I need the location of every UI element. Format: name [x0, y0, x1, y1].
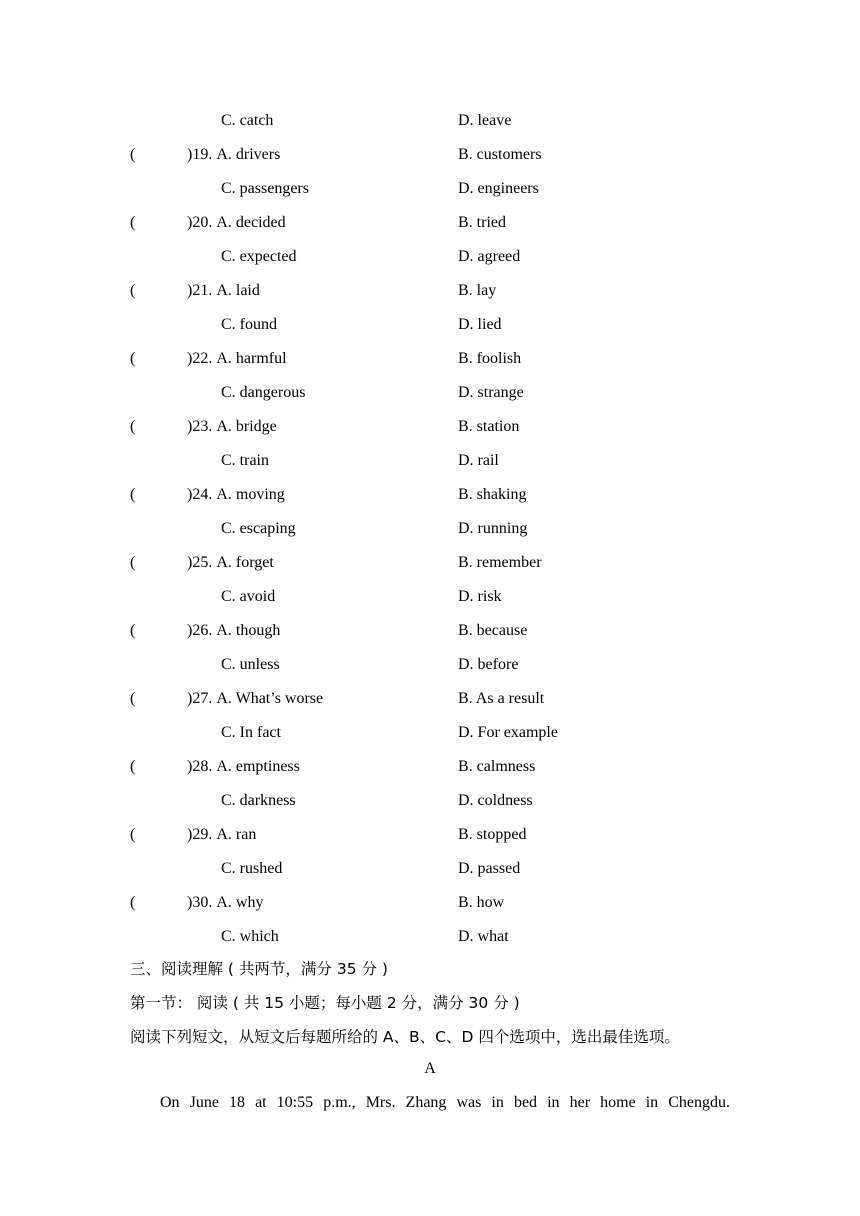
option-a: A. harmful	[216, 350, 287, 367]
option-b: B. customers	[458, 146, 542, 163]
option-d: D. rail	[458, 452, 499, 469]
answer-blank-open: (	[130, 894, 136, 911]
passage-label: A	[424, 1060, 436, 1077]
option-c: C. passengers	[221, 180, 309, 197]
answer-blank-open: (	[130, 418, 136, 435]
option-c: C. darkness	[221, 792, 296, 809]
answer-blank-open: (	[130, 350, 136, 367]
option-b: B. remember	[458, 554, 542, 571]
option-c: C. unless	[221, 656, 280, 673]
question-21	[0, 280, 860, 302]
question-27	[0, 688, 860, 710]
option-c: C. found	[221, 316, 277, 333]
question-24-cd	[0, 518, 860, 540]
subsection-title: 第一节： 阅读 ( 共 15 小题；每小题 2 分，满分 30 分 )	[130, 994, 520, 1012]
question-22-cd	[0, 382, 860, 404]
question-27-cd	[0, 722, 860, 744]
option-a: A. though	[216, 622, 281, 639]
question-28-cd	[0, 790, 860, 812]
option-a: A. emptiness	[216, 758, 300, 775]
answer-blank-open: (	[130, 690, 136, 707]
option-b: B. station	[458, 418, 520, 435]
question-number: )19.	[187, 146, 213, 163]
subsection-heading-row	[0, 992, 860, 1014]
question-number: )24.	[187, 486, 213, 503]
answer-blank-open: (	[130, 554, 136, 571]
section-heading-row	[0, 958, 860, 980]
option-a: A. What’s worse	[216, 690, 324, 707]
option-d: D. running	[458, 520, 528, 537]
question-number: )26.	[187, 622, 213, 639]
option-b: B. tried	[458, 214, 506, 231]
question-23	[0, 416, 860, 438]
option-c: C. expected	[221, 248, 297, 265]
answer-blank-open: (	[130, 758, 136, 775]
question-28	[0, 756, 860, 778]
option-d: D. passed	[458, 860, 521, 877]
option-c: C. escaping	[221, 520, 296, 537]
question-number: )25.	[187, 554, 213, 571]
option-d: D. leave	[458, 112, 512, 129]
option-d: D. agreed	[458, 248, 521, 265]
option-d: D. what	[458, 928, 509, 945]
question-19-cd	[0, 178, 860, 200]
option-a: A. ran	[216, 826, 257, 843]
option-b: B. foolish	[458, 350, 522, 367]
question-number: )23.	[187, 418, 213, 435]
answer-blank-open: (	[130, 214, 136, 231]
option-a: A. moving	[216, 486, 285, 503]
question-number: )21.	[187, 282, 213, 299]
option-a: A. laid	[216, 282, 260, 299]
question-29	[0, 824, 860, 846]
option-b: B. how	[458, 894, 505, 911]
option-d: D. engineers	[458, 180, 539, 197]
passage-row	[0, 1092, 860, 1114]
option-d: D. before	[458, 656, 519, 673]
question-26	[0, 620, 860, 642]
option-a: A. why	[216, 894, 264, 911]
question-25	[0, 552, 860, 574]
option-b: B. shaking	[458, 486, 527, 503]
option-d: D. lied	[458, 316, 502, 333]
answer-blank-open: (	[130, 826, 136, 843]
passage-label-row	[0, 1058, 860, 1080]
option-c: C. In fact	[221, 724, 281, 741]
question-18-continuation	[0, 110, 860, 132]
option-c: C. train	[221, 452, 269, 469]
option-b: B. because	[458, 622, 528, 639]
question-25-cd	[0, 586, 860, 608]
option-c: C. which	[221, 928, 279, 945]
option-a: A. forget	[216, 554, 274, 571]
question-20-cd	[0, 246, 860, 268]
question-number: )22.	[187, 350, 213, 367]
question-number: )27.	[187, 690, 213, 707]
question-23-cd	[0, 450, 860, 472]
option-d: D. strange	[458, 384, 524, 401]
answer-blank-open: (	[130, 146, 136, 163]
option-b: B. stopped	[458, 826, 527, 843]
question-30	[0, 892, 860, 914]
option-c: C. dangerous	[221, 384, 306, 401]
option-a: A. decided	[216, 214, 286, 231]
option-c: C. avoid	[221, 588, 276, 605]
section-title: 三、阅读理解 ( 共两节，满分 35 分 )	[130, 960, 388, 978]
question-26-cd	[0, 654, 860, 676]
answer-blank-open: (	[130, 486, 136, 503]
option-a: A. bridge	[216, 418, 277, 435]
question-number: )20.	[187, 214, 213, 231]
question-number: )29.	[187, 826, 213, 843]
option-b: B. calmness	[458, 758, 536, 775]
instruction-row	[0, 1026, 860, 1048]
option-d: D. For example	[458, 724, 558, 741]
passage-text: On June 18 at 10:55 p.m., Mrs. Zhang was in bed in her home in Chengdu.	[160, 1094, 730, 1111]
question-30-cd	[0, 926, 860, 948]
answer-blank-open: (	[130, 622, 136, 639]
option-a: A. drivers	[216, 146, 281, 163]
option-c: C. rushed	[221, 860, 283, 877]
option-b: B. As a result	[458, 690, 545, 707]
question-number: )28.	[187, 758, 213, 775]
instruction-text: 阅读下列短文，从短文后每题所给的 A、B、C、D 四个选项中，选出最佳选项。	[130, 1028, 680, 1046]
option-c: C. catch	[221, 112, 274, 129]
question-29-cd	[0, 858, 860, 880]
question-number: )30.	[187, 894, 213, 911]
question-22	[0, 348, 860, 370]
question-21-cd	[0, 314, 860, 336]
question-19	[0, 144, 860, 166]
question-20	[0, 212, 860, 234]
option-b: B. lay	[458, 282, 497, 299]
question-24	[0, 484, 860, 506]
answer-blank-open: (	[130, 282, 136, 299]
option-d: D. risk	[458, 588, 502, 605]
option-d: D. coldness	[458, 792, 533, 809]
